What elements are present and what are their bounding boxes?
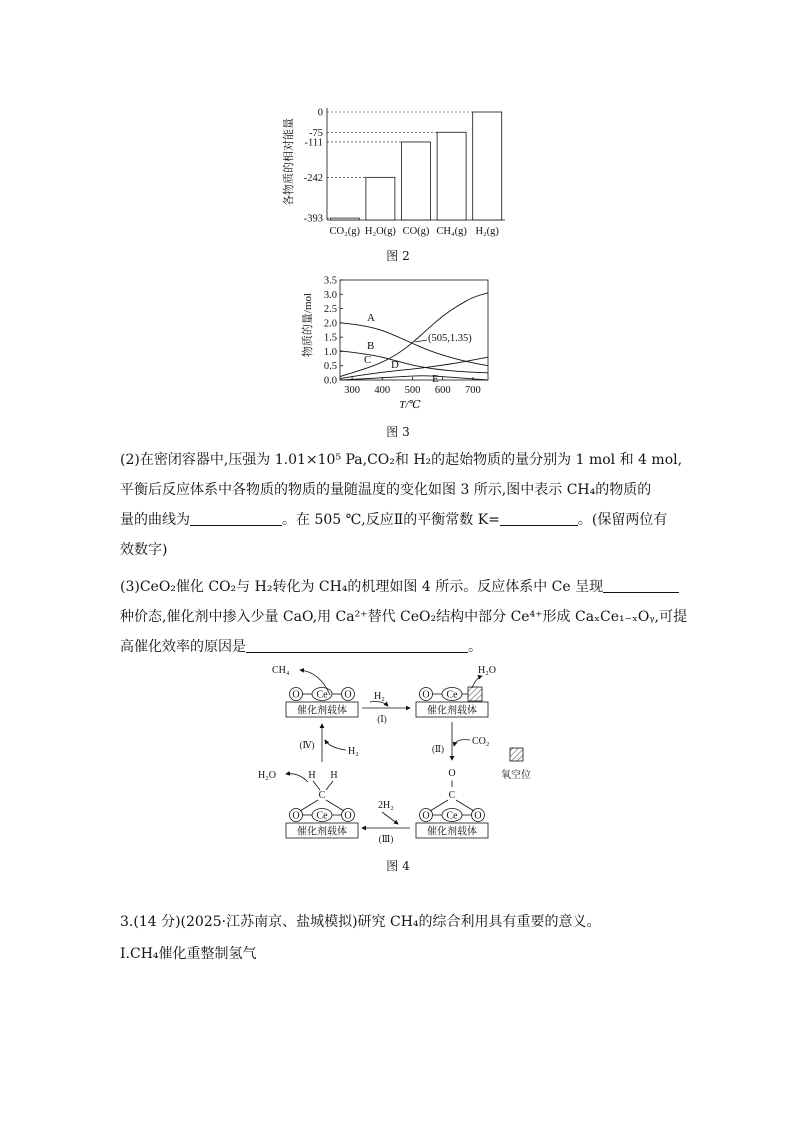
fig4-legend-vacancy-icon [510,748,523,761]
question-2 [120,445,690,565]
fig2-category-label: CH₄(g) [436,226,467,237]
fig3-x-tick-label: 700 [465,385,481,396]
q2-line-3 [120,505,690,535]
fig4-unit-top-right [416,665,496,717]
question-3-header: 3.(14 分)(2025·江苏南京、盐城模拟)研究 CH₄的综合利用具有重要的意义。 [120,914,601,930]
q3part-line-3 [120,632,690,662]
fig2-bar [402,142,431,220]
fig3-x-tick-label: 500 [404,385,421,396]
fig4-support-label: 催化剂载体 [427,705,477,717]
fig2-y-tick-label: -111 [304,137,323,149]
fig3-series-label-d: D [391,359,399,371]
fig2-y-tick-label: -242 [303,172,323,184]
fig4-legend-vacancy-label: 氧空位 [501,770,531,781]
fig4-step-4: (Ⅳ) [299,740,315,750]
q3part-line-1a: (3)CeO₂催化 CO₂与 H₂转化为 CH₄的机理如图 4 所示。反应体系中 Ce 呈现 [120,579,604,595]
question-2-3 [120,572,690,662]
fig4-h: H [330,770,338,781]
fig4-c: C [318,790,326,801]
fig4-ce: Ce [316,689,328,701]
fig4-step-3: (Ⅲ) [378,834,394,844]
q2-line-3c: 。(保留两位有 [577,512,668,528]
fig3-y-tick-label: 3.0 [323,289,337,301]
fig4-ce: Ce [446,689,458,701]
answer-blank-curve[interactable] [190,509,282,526]
fig3-y-tick-label: 0.5 [323,361,337,373]
fig3-annotation-pointer [415,340,427,342]
fig4-unit-bottom-right [416,768,488,838]
fig4-double-bond: ‖ [450,779,454,789]
fig3-series-line-e [340,376,488,380]
fig4-diagram [250,660,550,845]
fig2-ylabel: 各物质的相对能量 [283,118,295,206]
fig4-step-2: (Ⅱ) [431,744,445,754]
q3part-line-1 [120,572,690,602]
q3part-line-3b: 。 [468,639,482,655]
fig2-bar [437,132,466,220]
fig4-support-label: 催化剂载体 [297,705,347,717]
fig3-y-tick-label: 2.0 [323,318,337,330]
fig4-unit-bottom-left [258,770,358,838]
answer-blank-k[interactable] [500,509,578,526]
q2-line-4: 效数字) [120,542,168,558]
fig2-category-label: H₂O(g) [364,226,396,237]
fig3-y-tick-label: 2.5 [323,304,337,316]
fig3-y-tick-label: 1.5 [323,332,337,344]
fig4-o: O [474,810,482,822]
fig4-o: O [344,689,352,701]
fig2-caption: 图 2 [386,249,410,263]
fig4-o: O [292,810,300,822]
fig4-vacancy-icon [468,687,482,701]
fig3-y-tick-label: 1.0 [323,346,337,358]
fig3-y-tick-label: 3.5 [323,275,337,287]
fig2-bar [330,218,359,220]
fig4-h2o-label-2: H₂O [258,770,276,781]
fig4-o: O [448,768,456,779]
fig2-category-label: CO₂(g) [329,226,361,237]
fig3-caption: 图 3 [386,425,410,439]
fig4-o: O [422,810,430,822]
fig2-y-tick-label: 0 [317,107,323,119]
fig3-series-label-b: B [367,340,375,352]
fig2-category-label: CO(g) [402,226,430,237]
fig4-h2o-label-1: H₂O [478,665,496,676]
fig4-o: O [422,689,430,701]
fig3-x-tick-label: 300 [344,385,360,396]
q3part-line-2: 种价态,催化剂中掺入少量 CaO,用 Ca²⁺替代 CeO₂结构中部分 Ce⁴⁺形成 CaₓCe₁₋ₓOᵧ,可提 [120,609,688,625]
fig2-bar [473,112,502,220]
fig4-c: C [448,790,456,801]
fig3-series-line-d [340,357,488,378]
fig3-series-label-c: C [364,354,372,366]
fig3-ylabel: 物质的量/mol [302,292,314,358]
fig3-y-tick-label: 0.0 [323,375,337,387]
answer-blank-reason[interactable] [246,636,468,653]
fig3-series-label-a: A [367,312,375,324]
fig2-y-tick-label: -75 [309,127,323,139]
q2-line-1: (2)在密闭容器中,压强为 1.01×10⁵ Pa,CO₂和 H₂的起始物质的量分别为 1 mol 和 4 mol, [120,452,683,468]
fig3-xlabel: T/℃ [399,399,421,411]
answer-blank-valence[interactable] [603,576,679,593]
fig4-o: O [292,689,300,701]
fig2-category-label: H₂(g) [475,226,499,237]
fig4-caption: 图 4 [386,859,410,873]
q3part-line-3a: 高催化效率的原因是 [120,639,246,655]
fig4-h2-label-2: H₂ [348,746,359,757]
fig4-2h2-label: 2H₂ [378,800,394,811]
section-1-title: Ⅰ.CH₄催化重整制氢气 [120,946,257,962]
q2-line-3a: 量的曲线为 [120,512,190,528]
fig4-co2-label: CO₂ [472,736,490,747]
fig4-ce: Ce [316,810,328,822]
fig3-annotation: (505,1.35) [428,333,472,344]
fig4-h: H [308,770,316,781]
fig2-y-tick-label: -393 [303,213,323,225]
q2-line-3b: 。在 505 ℃,反应Ⅱ的平衡常数 K= [282,512,500,528]
fig4-ch4-label: CH₄ [272,665,290,676]
q2-line-2: 平衡后反应体系中各物质的物质的量随温度的变化如图 3 所示,图中表示 CH₄的物质的 [120,482,652,498]
fig3-x-tick-label: 600 [434,385,451,396]
fig4-ce: Ce [446,810,458,822]
fig4-support-label: 催化剂载体 [427,826,477,838]
fig4-o: O [344,810,352,822]
fig4-step-1: (Ⅰ) [377,714,387,724]
fig4-unit-top-left [272,665,358,717]
fig3-x-tick-label: 400 [374,385,391,396]
fig3-series-label-e: E [432,373,439,385]
fig3-chart [290,270,500,415]
fig2-bar [366,177,395,220]
fig2-chart [270,100,520,245]
fig4-h2-label-1: H₂ [374,691,385,702]
fig3-series-line-a [340,323,488,366]
fig4-support-label: 催化剂载体 [297,826,347,838]
